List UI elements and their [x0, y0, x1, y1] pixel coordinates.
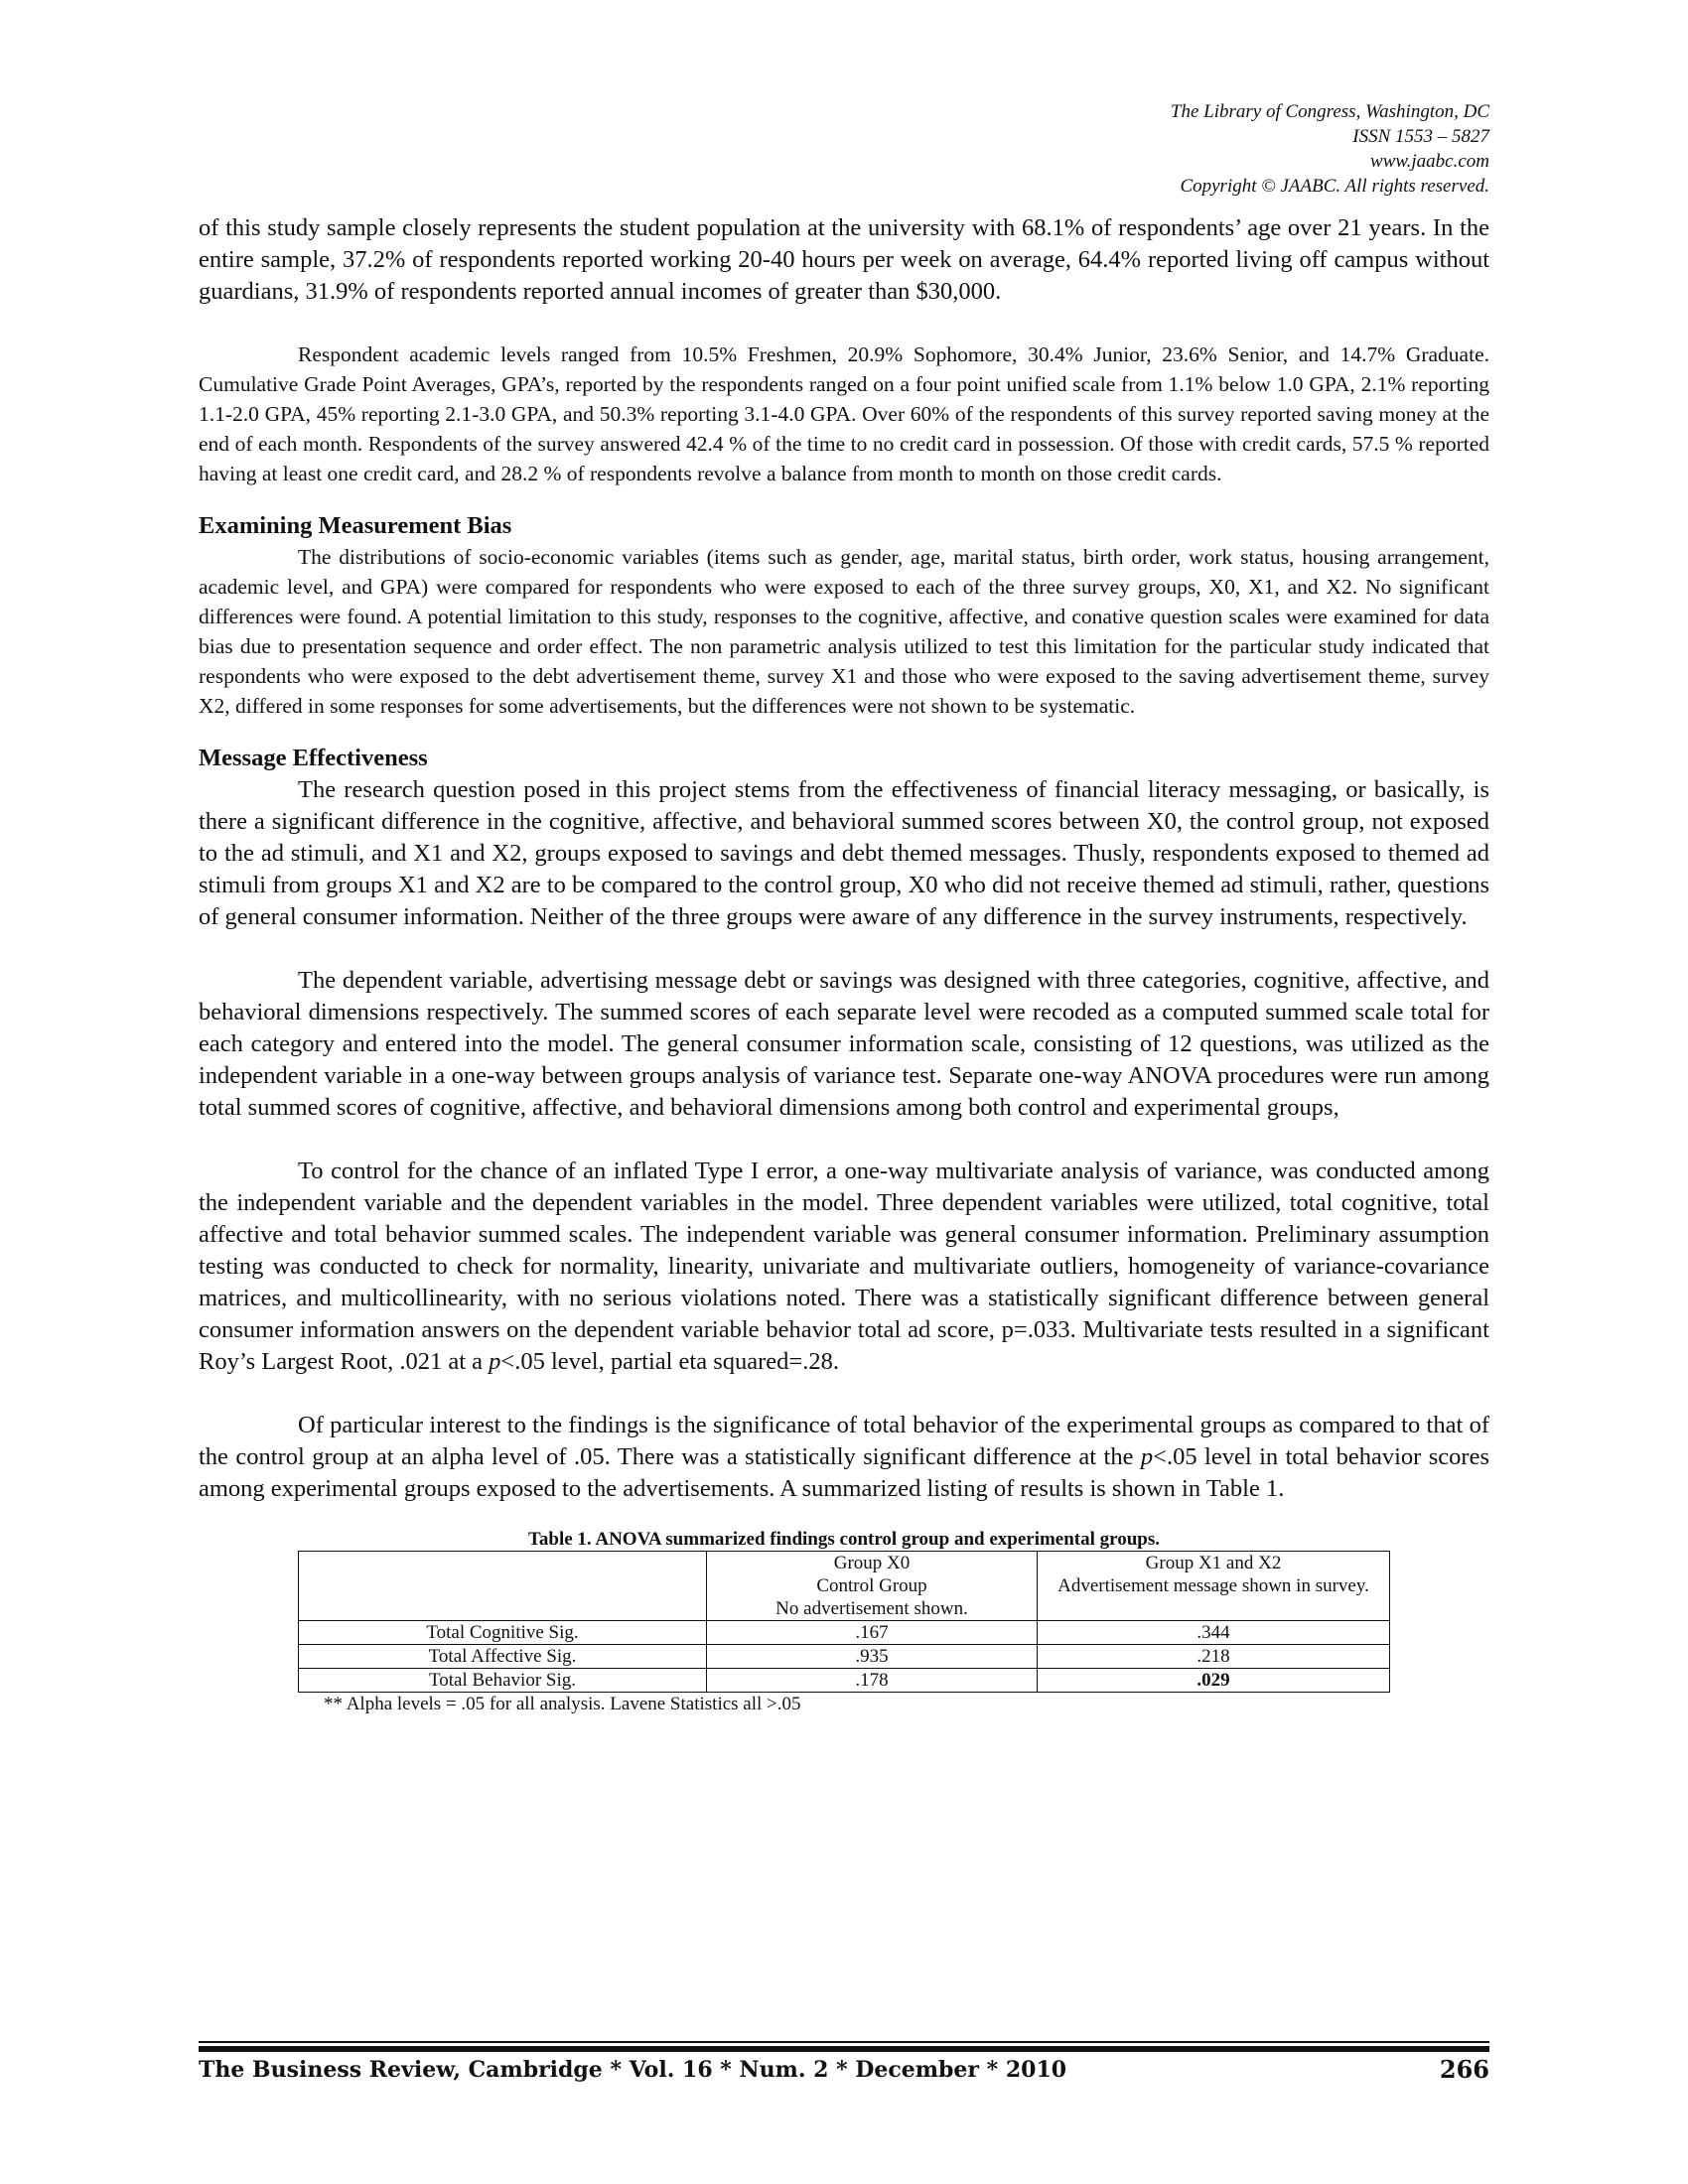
header-x0-line3: No advertisement shown. [775, 1598, 968, 1619]
paragraph-7-text-b: <.05 level in total behavior scores among experimental groups exposed to the advertisements. A summarized listing of results is shown in Table 1. [199, 1443, 1489, 1502]
row-value-x12: .218 [1038, 1645, 1390, 1669]
paragraph-6-text-a: To control for the chance of an inflated Type I error, a one-way multivariate analysis of variance, was conducted among the independent variable and the dependent variables in the model. Three dependent variables were utilized, total cognitive, total affective and total behavior summed scales. The independent variable was general consumer information. Preliminary assumption testing was conducted to check for normality, linearity, univariate and multivariate outliers, homogeneity of variance-covariance matrices, and multicollinearity, with no serious violations noted. There was a statistically significant difference between general consumer information answers on the dependent variable behavior total ad score, p=.033. Multivariate tests resulted in a significant Roy’s Largest Root, .021 at a [199, 1158, 1489, 1375]
paragraph-5: The dependent variable, advertising message debt or savings was designed with three categories, cognitive, affective, and behavioral dimensions respectively. The summed scores of each separate level were recoded as a computed summed scale total for each category and entered into the model. The general consumer information scale, consisting of 12 questions, was utilized as the independent variable in a one-way between groups analysis of variance test. Separate one-way ANOVA procedures were run among total summed scores of cognitive, affective, and behavioral dimensions among both control and experimental groups, [199, 967, 1489, 1121]
row-value-x0: .167 [707, 1621, 1038, 1645]
footer-rule-thin [199, 2041, 1489, 2043]
paragraph-6-text-b: <.05 level, partial eta squared=.28. [500, 1348, 839, 1375]
heading-measurement-bias: Examining Measurement Bias [199, 512, 512, 539]
table-header-group-x1-x2 [1038, 1552, 1390, 1621]
paragraph-6-italic: p [489, 1348, 501, 1375]
running-footer [199, 2055, 1489, 2085]
paragraph-7-italic: p [1140, 1443, 1154, 1470]
paragraph-3: The distributions of socio-economic variables (items such as gender, age, marital status, birth order, work status, housing arrangement, academic level, and GPA) were compared for respondents who were exposed to each of the three survey groups, X0, X1, and X2. No significant differences were found. A potential limitation to this study, responses to the cognitive, affective, and conative question scales were examined for data bias due to presentation sequence and order effect. The non parametric analysis utilized to test this limitation for the particular study indicated that respondents who were exposed to the debt advertisement theme, survey X1 and those who were exposed to the saving advertisement theme, survey X2, differed in some responses for some advertisements, but the differences were not shown to be systematic. [199, 545, 1489, 718]
header-x12-line1: Group X1 and X2 [1145, 1553, 1282, 1573]
row-label: Total Cognitive Sig. [299, 1621, 707, 1645]
article-body [199, 212, 1489, 1716]
paragraph-7-text-a: Of particular interest to the findings is the significance of total behavior of the experimental groups as compared to that of the control group at an alpha level of .05. There was a statistically significant difference at the [199, 1412, 1489, 1470]
table-header-group-x0 [707, 1552, 1038, 1621]
row-value-x0: .935 [707, 1645, 1038, 1669]
paragraph-2: Respondent academic levels ranged from 10.5% Freshmen, 20.9% Sophomore, 30.4% Junior, 23.6% Senior, and 14.7% Graduate. Cumulative Grade Point Averages, GPA’s, reported by the respondents ranged on a four point unified scale from 1.1% below 1.0 GPA, 2.1% reporting 1.1-2.0 GPA, 45% reporting 2.1-3.0 GPA, and 50.3% reporting 3.1-4.0 GPA. Over 60% of the respondents of this survey reported saving money at the end of each month. Respondents of the survey answered 42.4 % of the time to no credit card in possession. Of those with credit cards, 57.5 % reported having at least one credit card, and 28.2 % of respondents revolve a balance from month to month on those credit cards. [199, 342, 1489, 485]
running-header [1171, 99, 1489, 199]
page-number: 266 [1439, 2055, 1489, 2084]
table-row [299, 1621, 1390, 1645]
row-value-x0: .178 [707, 1669, 1038, 1693]
header-x0-line2: Control Group [816, 1575, 927, 1596]
table-1 [199, 1529, 1489, 1716]
header-website: www.jaabc.com [1370, 151, 1489, 172]
header-issn: ISSN 1553 – 5827 [1352, 126, 1489, 147]
table-title: Table 1. ANOVA summarized findings control group and experimental groups. [527, 1529, 1161, 1550]
anova-table [298, 1551, 1390, 1693]
heading-message-effectiveness: Message Effectiveness [199, 745, 428, 771]
paragraph-6 [199, 1156, 1489, 1378]
header-library: The Library of Congress, Washington, DC [1170, 101, 1489, 122]
table-note: ** Alpha levels = .05 for all analysis. Lavene Statistics all >.05 [324, 1694, 801, 1714]
row-value-x12-significant: .029 [1038, 1669, 1390, 1693]
header-x12-line2: Advertisement message shown in survey. [1057, 1575, 1369, 1596]
table-row [299, 1645, 1390, 1669]
table-row [299, 1669, 1390, 1693]
header-x0-line1: Group X0 [833, 1553, 911, 1573]
footer-journal: The Business Review, Cambridge * Vol. 16 * Num. 2 * December * 2010 [199, 2057, 1067, 2083]
row-label: Total Affective Sig. [299, 1645, 707, 1669]
paragraph-1: of this study sample closely represents the student population at the university with 68.1% of respondents’ age over 21 years. In the entire sample, 37.2% of respondents reported working 20-40 hours per week on average, 64.4% reported living off campus without guardians, 31.9% of respondents reported annual incomes of greater than $30,000. [199, 214, 1489, 305]
paragraph-7 [199, 1410, 1489, 1505]
table-header-empty [299, 1552, 707, 1621]
row-value-x12: .344 [1038, 1621, 1390, 1645]
row-label: Total Behavior Sig. [299, 1669, 707, 1693]
table-header-row [299, 1552, 1390, 1621]
header-copyright: Copyright © JAABC. All rights reserved. [1180, 176, 1489, 197]
paragraph-4: The research question posed in this project stems from the effectiveness of financial literacy messaging, or basically, is there a significant difference in the cognitive, affective, and behavioral summed scores between X0, the control group, not exposed to the ad stimuli, and X1 and X2, groups exposed to savings and debt themed messages. Thusly, respondents exposed to themed ad stimuli from groups X1 and X2 are to be compared to the control group, X0 who did not receive themed ad stimuli, rather, questions of general consumer information. Neither of the three groups were aware of any difference in the survey instruments, respectively. [199, 776, 1489, 930]
footer-rule-thick [199, 2046, 1489, 2052]
